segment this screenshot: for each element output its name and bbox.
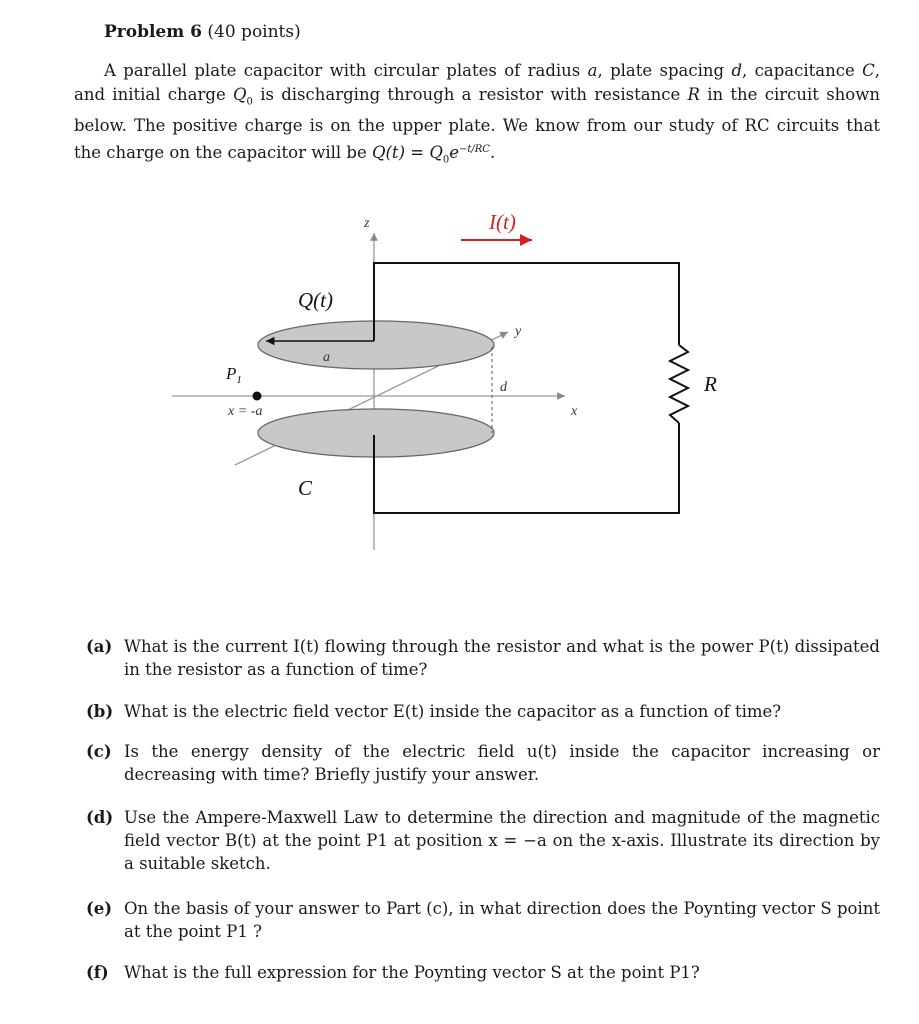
p1-label-sub: 1 [236,374,242,386]
problem-points: (40 points) [207,22,301,42]
var-Q0: Q [233,85,247,104]
var-d: d [731,61,743,80]
point-p1 [253,392,262,401]
problem-heading: Problem 6 [104,22,202,42]
question-label: (e) [86,899,113,918]
question-label: (c) [86,742,112,761]
question-a [86,635,880,681]
question-label: (b) [86,702,114,721]
p1-label-main: P [226,364,237,383]
charge-equation-e: e [449,143,459,163]
var-R: R [687,85,700,104]
intro-text-5: is discharging through a resistor with resistance [252,85,688,104]
problem-title [104,22,301,42]
var-Q0-sub: 0 [246,96,253,108]
var-a: a [587,61,598,80]
bottom-plate [258,409,494,457]
intro-paragraph [74,59,880,173]
intro-text-4: , and initial charge [74,61,880,104]
y-axis-label: y [515,324,522,339]
question-d [86,806,880,875]
resistor-label: R [704,372,717,396]
p1-position-label: x = -a [228,404,263,419]
question-b [86,700,880,723]
question-text: Use the Ampere-Maxwell Law to determine the direction and magnitude of the magnetic field vector B(t) at the point P1 at position x = −a on the x-axis. Illustrate its direction by a suitable sketch. [124,808,880,873]
current-label: I(t) [489,210,516,234]
question-f [86,961,880,984]
z-axis-label: z [364,216,370,231]
resistor [670,345,688,423]
var-C: C [862,61,875,80]
top-plate [258,321,494,369]
question-text: What is the full expression for the Poynting vector S at the point P1? [124,963,700,982]
circuit-figure [0,195,919,565]
radius-label: a [323,350,330,365]
question-text: What is the electric field vector E(t) inside the capacitor as a function of time? [124,702,782,721]
question-text: On the basis of your answer to Part (c), in what direction does the Poynting vector S point at the point P1 ? [124,899,880,941]
p1-label [225,364,242,386]
question-label: (f) [86,963,109,982]
charge-equation: Q(t) = Q [371,143,443,163]
intro-text-3: , capacitance [742,61,863,80]
question-text: Is the energy density of the electric field u(t) inside the capacitor increasing or decreasing with time? Briefly justify your answer. [124,742,880,784]
question-e [86,897,880,943]
question-c [86,740,880,786]
question-label: (a) [86,637,113,656]
capacitance-label: C [298,476,313,500]
x-axis-label: x [571,404,578,419]
charge-equation-exponent: −t/RC [458,144,490,156]
charge-label: Q(t) [298,288,333,312]
question-label: (d) [86,808,114,827]
intro-text-1: A parallel plate capacitor with circular plates of radius [104,61,588,80]
intro-text-2: , plate spacing [597,61,732,80]
intro-text-6: in the circuit shown below. The positive charge is on the upper plate. We know from our study of RC circuits that the charge on the capacitor will be [74,85,880,163]
intro-text-7: . [489,143,496,163]
spacing-label: d [500,380,507,395]
charge-equation-sub: 0 [442,154,450,166]
question-text: What is the current I(t) flowing through the resistor and what is the power P(t) dissipated in the resistor as a function of time? [124,637,880,679]
